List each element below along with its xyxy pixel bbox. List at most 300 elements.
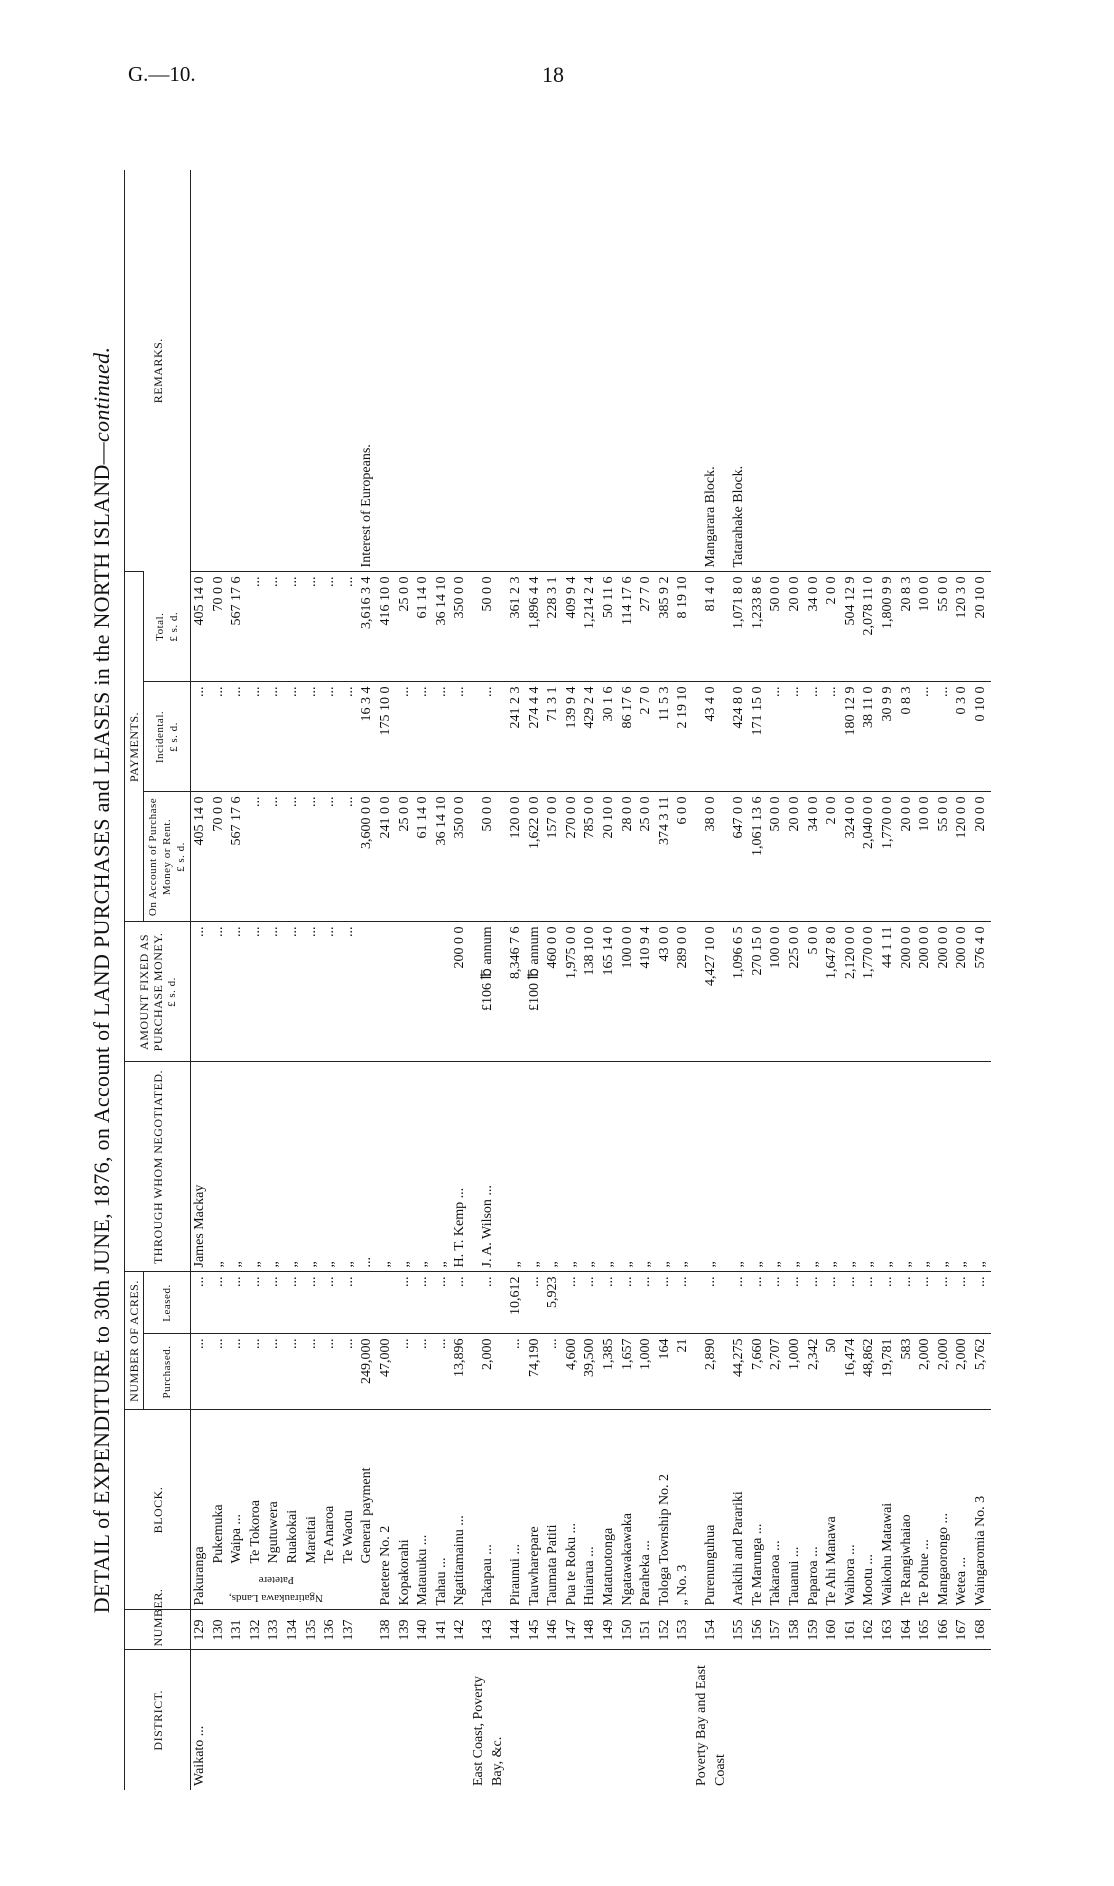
leased-cell: ...: [805, 1272, 824, 1334]
table-row: [674, 170, 693, 1790]
total-cell: 10 0 0: [916, 572, 935, 682]
total-cell: 1,071 8 0: [730, 572, 749, 682]
through-cell: „: [935, 1062, 954, 1272]
table-row: [358, 170, 377, 1790]
number-cell: 163: [879, 1610, 898, 1650]
number-cell: 145: [526, 1610, 545, 1650]
incidental-cell: 30 9 9: [879, 682, 898, 792]
amount-fixed-cell: ...: [340, 922, 359, 1062]
leased-cell: ...: [600, 1272, 619, 1334]
incidental-cell: ...: [414, 682, 433, 792]
amount-fixed-cell: ...: [210, 922, 229, 1062]
number-cell: 161: [842, 1610, 861, 1650]
through-cell: „: [786, 1062, 805, 1272]
on-account-cell: 10 0 0: [916, 792, 935, 922]
amount-fixed-cell: 4,427 10 0: [693, 922, 730, 1062]
table-row: [507, 170, 526, 1790]
remarks-cell: [805, 170, 824, 572]
amount-fixed-cell: 270 15 0: [749, 922, 768, 1062]
block-cell: Piraunui ...: [507, 1410, 526, 1610]
leased-cell: ...: [916, 1272, 935, 1334]
leased-cell: ...: [451, 1272, 470, 1334]
purchased-cell: ...: [414, 1334, 433, 1410]
district-cell: [786, 1650, 805, 1790]
amount-fixed-cell: ...: [284, 922, 303, 1062]
amount-fixed-cell: 200 0 0: [898, 922, 917, 1062]
total-cell: 50 11 6: [600, 572, 619, 682]
district-cell: [674, 1650, 693, 1790]
total-cell: 350 0 0: [451, 572, 470, 682]
through-cell: „: [693, 1062, 730, 1272]
district-cell: [247, 1650, 266, 1790]
col-leased: Leased.: [144, 1272, 191, 1334]
block-cell: Te Ahi Manawa: [823, 1410, 842, 1610]
block-cell: Arakihi and Parariki: [730, 1410, 749, 1610]
purchased-cell: ...: [321, 1334, 340, 1410]
table-row: [619, 170, 638, 1790]
district-cell: East Coast, Poverty Bay, &c.: [470, 1650, 507, 1790]
table-row: [823, 170, 842, 1790]
incidental-cell: ...: [433, 682, 452, 792]
table-row: [786, 170, 805, 1790]
total-cell: 567 17 6: [228, 572, 247, 682]
number-cell: 166: [935, 1610, 954, 1650]
number-cell: 131: [228, 1610, 247, 1650]
district-cell: [805, 1650, 824, 1790]
block-cell: Ruakokai: [284, 1410, 303, 1610]
total-cell: 1,896 4 4: [526, 572, 545, 682]
block-cell: Ngatawakawaka: [619, 1410, 638, 1610]
on-account-cell: 55 0 0: [935, 792, 954, 922]
amount-fixed-cell: 2,120 0 0: [842, 922, 861, 1062]
through-cell: „: [284, 1062, 303, 1272]
table-row: [433, 170, 452, 1790]
purchased-cell: 164: [656, 1334, 675, 1410]
remarks-cell: [433, 170, 452, 572]
leased-cell: 5,923: [544, 1272, 563, 1334]
remarks-cell: [507, 170, 526, 572]
block-cell: Te Marunga ...: [749, 1410, 768, 1610]
table-row: [935, 170, 954, 1790]
block-cell: Matatuotonga: [600, 1410, 619, 1610]
district-cell: [228, 1650, 247, 1790]
amount-fixed-cell: ...: [228, 922, 247, 1062]
amount-fixed-cell: 5 0 0: [805, 922, 824, 1062]
amount-fixed-cell: [377, 922, 396, 1062]
block-cell: Paraheka ...: [637, 1410, 656, 1610]
total-cell: 50 0 0: [767, 572, 786, 682]
block-cell: Mootu ...: [860, 1410, 879, 1610]
total-cell: 228 3 1: [544, 572, 563, 682]
table-row: [191, 170, 210, 1790]
table-row: [303, 170, 322, 1790]
purchased-cell: ...: [544, 1334, 563, 1410]
col-purchased: Purchased.: [144, 1334, 191, 1410]
through-cell: „: [433, 1062, 452, 1272]
total-cell: 25 0 0: [396, 572, 415, 682]
remarks-cell: [396, 170, 415, 572]
incidental-cell: ...: [247, 682, 266, 792]
district-cell: [581, 1650, 600, 1790]
amount-fixed-cell: 410 9 4: [637, 922, 656, 1062]
incidental-cell: ...: [284, 682, 303, 792]
purchased-cell: 19,781: [879, 1334, 898, 1410]
leased-cell: ...: [730, 1272, 749, 1334]
on-account-cell: 120 0 0: [953, 792, 972, 922]
total-cell: 20 10 0: [972, 572, 991, 682]
table-row: [637, 170, 656, 1790]
incidental-cell: 0 8 3: [898, 682, 917, 792]
amount-fixed-cell: 1,975 0 0: [563, 922, 582, 1062]
incidental-cell: ...: [767, 682, 786, 792]
on-account-cell: ...: [321, 792, 340, 922]
on-account-cell: 374 3 11: [656, 792, 675, 922]
number-cell: 141: [433, 1610, 452, 1650]
through-cell: „: [674, 1062, 693, 1272]
total-cell: 385 9 2: [656, 572, 675, 682]
amount-fixed-cell: 44 1 11: [879, 922, 898, 1062]
purchased-cell: 2,707: [767, 1334, 786, 1410]
amount-fixed-cell: 100 0 0: [619, 922, 638, 1062]
amount-fixed-cell: 138 10 0: [581, 922, 600, 1062]
block-cell: Waikohu Matawai: [879, 1410, 898, 1610]
header-row-1: [125, 170, 144, 1790]
on-account-cell: 25 0 0: [396, 792, 415, 922]
leased-cell: ...: [414, 1272, 433, 1334]
table-row: [526, 170, 545, 1790]
block-cell: Tahau ...: [433, 1410, 452, 1610]
number-cell: 144: [507, 1610, 526, 1650]
on-account-cell: 3,600 0 0: [358, 792, 377, 922]
purchased-cell: 2,000: [470, 1334, 507, 1410]
number-cell: 149: [600, 1610, 619, 1650]
district-cell: [972, 1650, 991, 1790]
incidental-cell: 274 4 4: [526, 682, 545, 792]
page-reference: G.—10.: [128, 62, 196, 86]
amount-fixed-cell: [358, 922, 377, 1062]
on-account-cell: ...: [265, 792, 284, 922]
col-incidental-lsd: £ s. d.: [168, 722, 180, 752]
block-cell: Mareitai: [303, 1410, 322, 1610]
purchased-cell: ...: [284, 1334, 303, 1410]
col-on-account-lsd: £ s. d.: [175, 842, 187, 872]
block-cell: Mangaorongo ...: [935, 1410, 954, 1610]
through-cell: „: [860, 1062, 879, 1272]
on-account-cell: 61 14 0: [414, 792, 433, 922]
purchased-cell: 2,000: [916, 1334, 935, 1410]
on-account-cell: 34 0 0: [805, 792, 824, 922]
col-block: BLOCK.: [125, 1410, 191, 1610]
on-account-cell: ...: [284, 792, 303, 922]
incidental-cell: ...: [303, 682, 322, 792]
district-cell: [451, 1650, 470, 1790]
district-cell: [600, 1650, 619, 1790]
district-cell: [637, 1650, 656, 1790]
leased-cell: ...: [265, 1272, 284, 1334]
incidental-cell: 0 10 0: [972, 682, 991, 792]
purchased-cell: ...: [340, 1334, 359, 1410]
on-account-cell: ...: [247, 792, 266, 922]
through-cell: „: [265, 1062, 284, 1272]
remarks-cell: [451, 170, 470, 572]
remarks-cell: [953, 170, 972, 572]
leased-cell: ...: [879, 1272, 898, 1334]
total-cell: 1,214 2 4: [581, 572, 600, 682]
total-cell: 27 7 0: [637, 572, 656, 682]
number-cell: 151: [637, 1610, 656, 1650]
amount-fixed-cell: [414, 922, 433, 1062]
col-on-account: [144, 792, 191, 922]
through-cell: „: [507, 1062, 526, 1272]
incidental-cell: ...: [470, 682, 507, 792]
leased-cell: ...: [303, 1272, 322, 1334]
amount-fixed-cell: 200 0 0: [953, 922, 972, 1062]
incidental-cell: ...: [786, 682, 805, 792]
leased-cell: ...: [210, 1272, 229, 1334]
table-body: [191, 170, 991, 1790]
number-cell: 168: [972, 1610, 991, 1650]
purchased-cell: 48,862: [860, 1334, 879, 1410]
leased-cell: ...: [563, 1272, 582, 1334]
district-cell: [935, 1650, 954, 1790]
leased-cell: ...: [786, 1272, 805, 1334]
amount-fixed-cell: 8,346 7 6: [507, 922, 526, 1062]
district-cell: [433, 1650, 452, 1790]
leased-cell: ...: [247, 1272, 266, 1334]
total-cell: ...: [265, 572, 284, 682]
amount-fixed-cell: 43 0 0: [656, 922, 675, 1062]
total-cell: 409 9 4: [563, 572, 582, 682]
amount-fixed-cell: 289 0 0: [674, 922, 693, 1062]
col-total: [144, 572, 191, 682]
incidental-cell: 38 11 0: [860, 682, 879, 792]
remarks-cell: [656, 170, 675, 572]
on-account-cell: ...: [340, 792, 359, 922]
remarks-cell: [674, 170, 693, 572]
group-label-outer: Ngatiraukawa Lands,: [228, 1592, 324, 1604]
number-cell: 160: [823, 1610, 842, 1650]
leased-cell: ...: [321, 1272, 340, 1334]
incidental-cell: 171 15 0: [749, 682, 768, 792]
block-cell: „ No. 3: [674, 1410, 693, 1610]
page-number: 18: [542, 62, 564, 87]
number-cell: 134: [284, 1610, 303, 1650]
district-cell: [265, 1650, 284, 1790]
block-cell: Taumata Patiti: [544, 1410, 563, 1610]
on-account-cell: 20 0 0: [786, 792, 805, 922]
leased-cell: [358, 1272, 377, 1334]
number-cell: 154: [693, 1610, 730, 1650]
remarks-cell: Mangarara Block.: [703, 466, 719, 568]
remarks-cell: [972, 170, 991, 572]
incidental-cell: 175 10 0: [377, 682, 396, 792]
rotated-table-container: [80, 170, 988, 1790]
through-cell: „: [953, 1062, 972, 1272]
col-on-account-label: On Account of Purchase Money or Rent.: [147, 797, 173, 917]
incidental-cell: ...: [805, 682, 824, 792]
block-cell: Takapau ...: [470, 1410, 507, 1610]
amount-fixed-cell: £106 ℔ annum: [470, 922, 507, 1062]
total-cell: 120 3 0: [953, 572, 972, 682]
table-row: [210, 170, 229, 1790]
number-cell: 146: [544, 1610, 563, 1650]
amount-fixed-cell: 200 0 0: [935, 922, 954, 1062]
purchased-cell: 39,500: [581, 1334, 600, 1410]
table-title: [80, 170, 124, 1790]
block-cell: Huiarua ...: [581, 1410, 600, 1610]
leased-cell: ...: [340, 1272, 359, 1334]
remarks-cell: [637, 170, 656, 572]
block-cell: Tauwharepare: [526, 1410, 545, 1610]
number-cell: 156: [749, 1610, 768, 1650]
total-cell: ...: [284, 572, 303, 682]
table-row: [898, 170, 917, 1790]
remarks-cell: [600, 170, 619, 572]
purchased-cell: 249,000: [358, 1334, 377, 1410]
total-cell: 416 10 0: [377, 572, 396, 682]
through-cell: ...: [358, 1062, 377, 1272]
block-cell: Pukemuka: [210, 1410, 229, 1610]
number-cell: 133: [265, 1610, 284, 1650]
amount-fixed-cell: ...: [191, 922, 210, 1062]
remarks-cell: [619, 170, 638, 572]
purchased-cell: 1,000: [786, 1334, 805, 1410]
number-cell: 136: [321, 1610, 340, 1650]
remarks-cell: [377, 170, 396, 572]
purchased-cell: 44,275: [730, 1334, 749, 1410]
amount-fixed-cell: 1,770 0 0: [860, 922, 879, 1062]
purchased-cell: 7,660: [749, 1334, 768, 1410]
table-row: [805, 170, 824, 1790]
amount-fixed-cell: £100 ℔ annum: [526, 922, 545, 1062]
table-row: [563, 170, 582, 1790]
total-cell: 1,800 9 9: [879, 572, 898, 682]
incidental-cell: ...: [935, 682, 954, 792]
table-row: [879, 170, 898, 1790]
table-row: [656, 170, 675, 1790]
remarks-cell: [842, 170, 861, 572]
incidental-cell: ...: [340, 682, 359, 792]
number-cell: 148: [581, 1610, 600, 1650]
number-cell: 153: [674, 1610, 693, 1650]
number-cell: 142: [451, 1610, 470, 1650]
col-district: DISTRICT.: [125, 1650, 191, 1790]
on-account-cell: 50 0 0: [470, 792, 507, 922]
remarks-cell: [210, 170, 229, 572]
district-cell: [526, 1650, 545, 1790]
through-cell: „: [749, 1062, 768, 1272]
purchased-cell: 50: [823, 1334, 842, 1410]
number-cell: 130: [210, 1610, 229, 1650]
on-account-cell: 20 0 0: [972, 792, 991, 922]
table-row: [972, 170, 991, 1790]
leased-cell: ...: [526, 1272, 545, 1334]
incidental-cell: 139 9 4: [563, 682, 582, 792]
district-cell: [619, 1650, 638, 1790]
amount-fixed-cell: 576 4 0: [972, 922, 991, 1062]
total-cell: 34 0 0: [805, 572, 824, 682]
district-cell: [210, 1650, 229, 1790]
on-account-cell: 2,040 0 0: [860, 792, 879, 922]
on-account-cell: 120 0 0: [507, 792, 526, 922]
leased-cell: ...: [693, 1272, 730, 1334]
table-row: [767, 170, 786, 1790]
district-cell: Poverty Bay and East Coast: [693, 1650, 730, 1790]
number-cell: 139: [396, 1610, 415, 1650]
table-row: [451, 170, 470, 1790]
remarks-cell: [247, 170, 266, 572]
table-row: [730, 170, 749, 1790]
block-cell: Waipa ...: [228, 1410, 247, 1610]
block-cell: Tologa Township No. 2: [656, 1410, 675, 1610]
number-cell: 137: [340, 1610, 359, 1650]
purchased-cell: 1,385: [600, 1334, 619, 1410]
leased-cell: ...: [396, 1272, 415, 1334]
col-amount-fixed: [125, 922, 191, 1062]
block-cell: Waihora ...: [842, 1410, 861, 1610]
on-account-cell: 350 0 0: [451, 792, 470, 922]
number-cell: 165: [916, 1610, 935, 1650]
block-cell: Te Waotu: [340, 1410, 359, 1610]
number-cell: 155: [730, 1610, 749, 1650]
on-account-cell: 241 0 0: [377, 792, 396, 922]
district-cell: [507, 1650, 526, 1790]
through-cell: „: [656, 1062, 675, 1272]
number-cell: 150: [619, 1610, 638, 1650]
block-cell: Waingaromia No. 3: [972, 1410, 991, 1610]
purchased-cell: ...: [247, 1334, 266, 1410]
through-cell: „: [563, 1062, 582, 1272]
through-cell: „: [842, 1062, 861, 1272]
block-cell: Te Tokoroa: [247, 1410, 266, 1610]
on-account-cell: 1,770 0 0: [879, 792, 898, 922]
district-cell: [303, 1650, 322, 1790]
leased-cell: ...: [619, 1272, 638, 1334]
on-account-cell: 50 0 0: [767, 792, 786, 922]
on-account-cell: 1,622 0 0: [526, 792, 545, 922]
number-cell: 159: [805, 1610, 824, 1650]
table-row: [544, 170, 563, 1790]
table-row: [265, 170, 284, 1790]
through-cell: „: [916, 1062, 935, 1272]
number-cell: 140: [414, 1610, 433, 1650]
leased-cell: ...: [823, 1272, 842, 1334]
amount-fixed-cell: 1,096 6 5: [730, 922, 749, 1062]
leased-cell: ...: [284, 1272, 303, 1334]
table-row: [470, 170, 507, 1790]
through-cell: „: [303, 1062, 322, 1272]
district-cell: [860, 1650, 879, 1790]
purchased-cell: ...: [265, 1334, 284, 1410]
total-cell: ...: [321, 572, 340, 682]
district-cell: [321, 1650, 340, 1790]
block-cell: Te Rangiwhaiao: [898, 1410, 917, 1610]
purchased-cell: ...: [303, 1334, 322, 1410]
leased-cell: ...: [637, 1272, 656, 1334]
amount-fixed-cell: 460 0 0: [544, 922, 563, 1062]
amount-fixed-cell: 200 0 0: [451, 922, 470, 1062]
table-row: [749, 170, 768, 1790]
number-cell: 162: [860, 1610, 879, 1650]
incidental-cell: ...: [451, 682, 470, 792]
incidental-cell: 16 3 4: [358, 682, 377, 792]
leased-cell: [377, 1272, 396, 1334]
purchased-cell: 2,342: [805, 1334, 824, 1410]
district-cell: [377, 1650, 396, 1790]
purchased-cell: ...: [210, 1334, 229, 1410]
incidental-cell: 2 7 0: [637, 682, 656, 792]
incidental-cell: 0 3 0: [953, 682, 972, 792]
